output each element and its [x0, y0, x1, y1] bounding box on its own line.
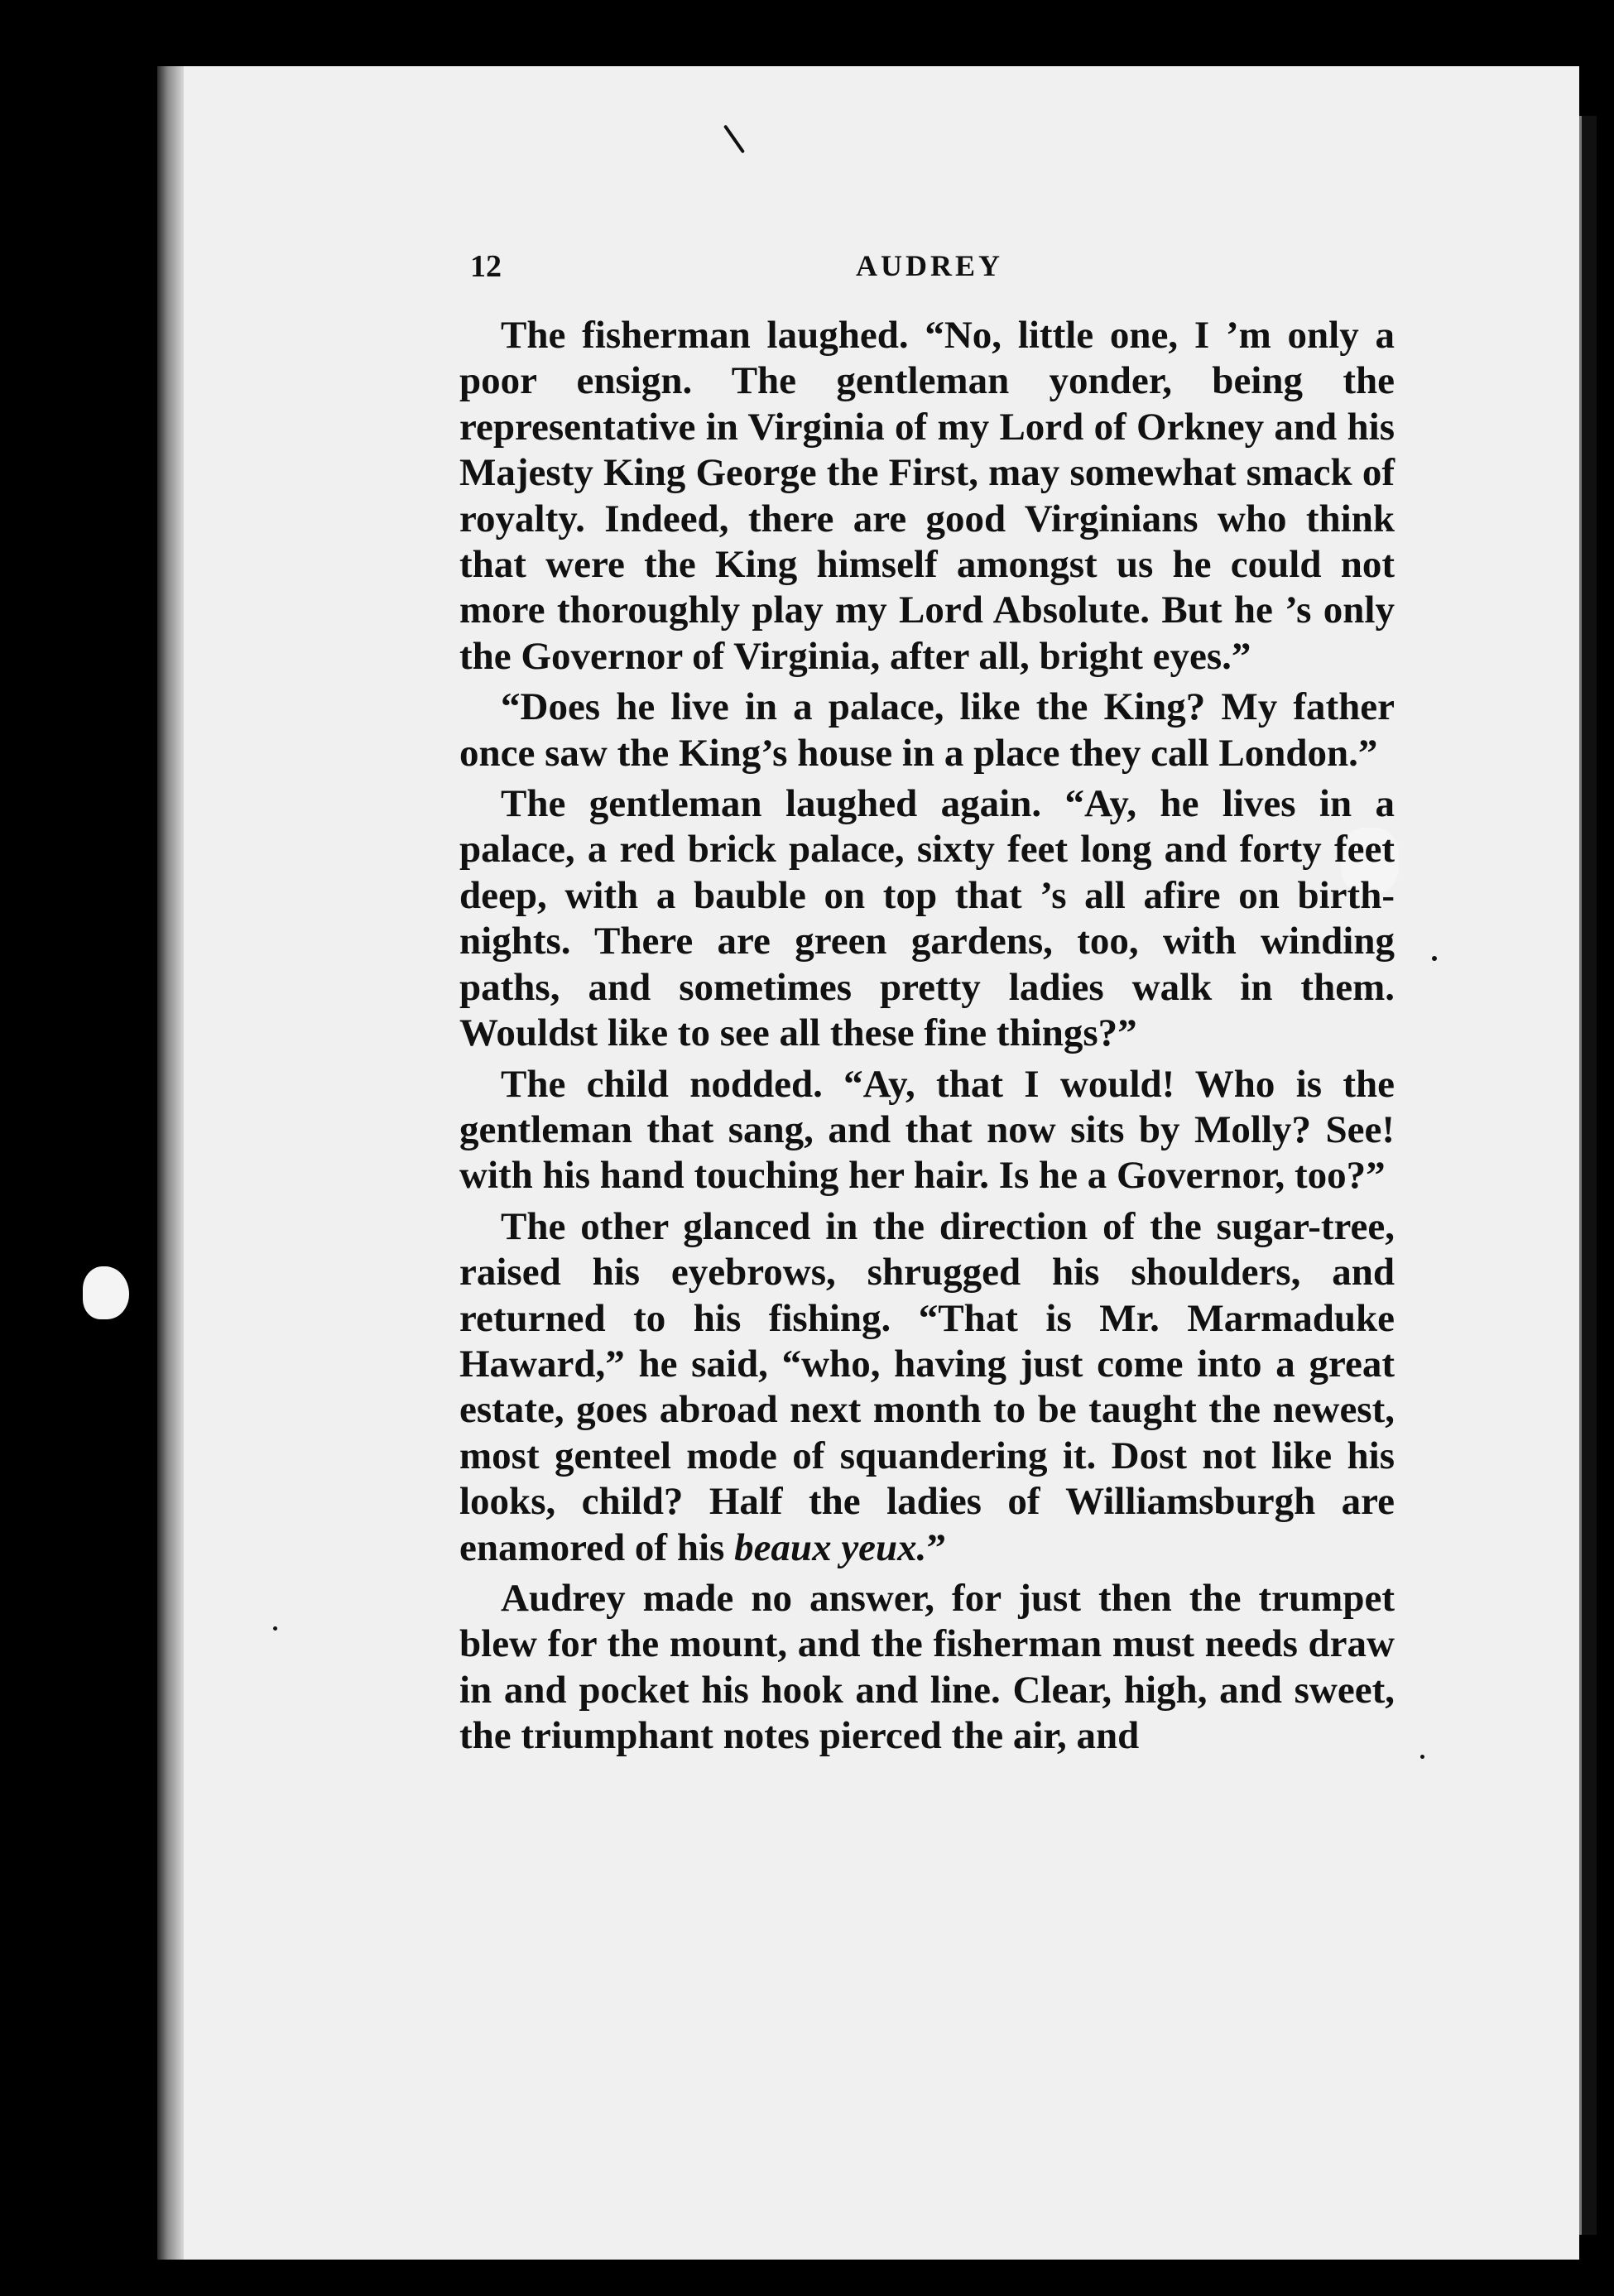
- paragraph: Audrey made no answer, for just then the trumpet blew for the mount, and the fisherman must needs draw in and pocket his hook and line. Clear, high, and sweet, the triumphant notes pierced the air, and: [459, 1576, 1395, 1758]
- paragraph-with-italics: [459, 1204, 1395, 1571]
- paragraph: The gentleman laughed again. “Ay, he lives in a palace, a red brick palace, sixty feet long and forty feet deep, with a bauble on top that ’s all afire on birth-nights. There are green gardens, too, with winding paths, and sometimes pretty ladies walk in them. Wouldst like to see all these fine things?”: [459, 782, 1395, 1055]
- paragraph: The fisherman laughed. “No, little one, I ’m only a poor ensign. The gentleman yonder, being the representative in Virginia of my Lord of Orkney and his Majesty King George the First, may somewhat smack of royalty. Indeed, there are good Virginians who think that were the King himself amongst us he could not more thoroughly play my Lord Absolute. But he ’s only the Governor of Virginia, after all, bright eyes.”: [459, 314, 1395, 678]
- page-number: 12: [470, 249, 502, 284]
- dust-speck: [1432, 956, 1437, 961]
- dust-speck: [273, 1626, 277, 1631]
- page-header: [470, 248, 1389, 290]
- page-edge: [1579, 116, 1597, 2235]
- book-spine: [157, 66, 184, 2260]
- paragraph: The child nodded. “Ay, that I would! Who is the gentleman that sang, and that now sits by Molly? See! with his hand touching her hair. Is he a Governor, too?”: [459, 1062, 1395, 1198]
- dust-speck: [1420, 1755, 1424, 1759]
- closing-quote: ”: [926, 1525, 946, 1569]
- paragraph: “Does he live in a palace, like the King? My father once saw the King’s house in a place they call London.”: [459, 685, 1395, 775]
- italic-phrase: beaux yeux.: [734, 1525, 927, 1569]
- paragraph-text: The other glanced in the direction of the sugar-tree, raised his eyebrows, shrugged his shoulders, and returned to his fishing. “That is Mr. Marmaduke Haward,” he said, “who, having just come into a great estate, goes abroad next month to be taught the newest, most genteel mode of squandering it. Dost not like his looks, child? Half the ladies of Williamsburgh are enamored of his: [459, 1204, 1395, 1569]
- running-head: AUDREY: [855, 249, 1003, 282]
- body-text: [459, 313, 1395, 1765]
- paper-blemish: [83, 1266, 129, 1319]
